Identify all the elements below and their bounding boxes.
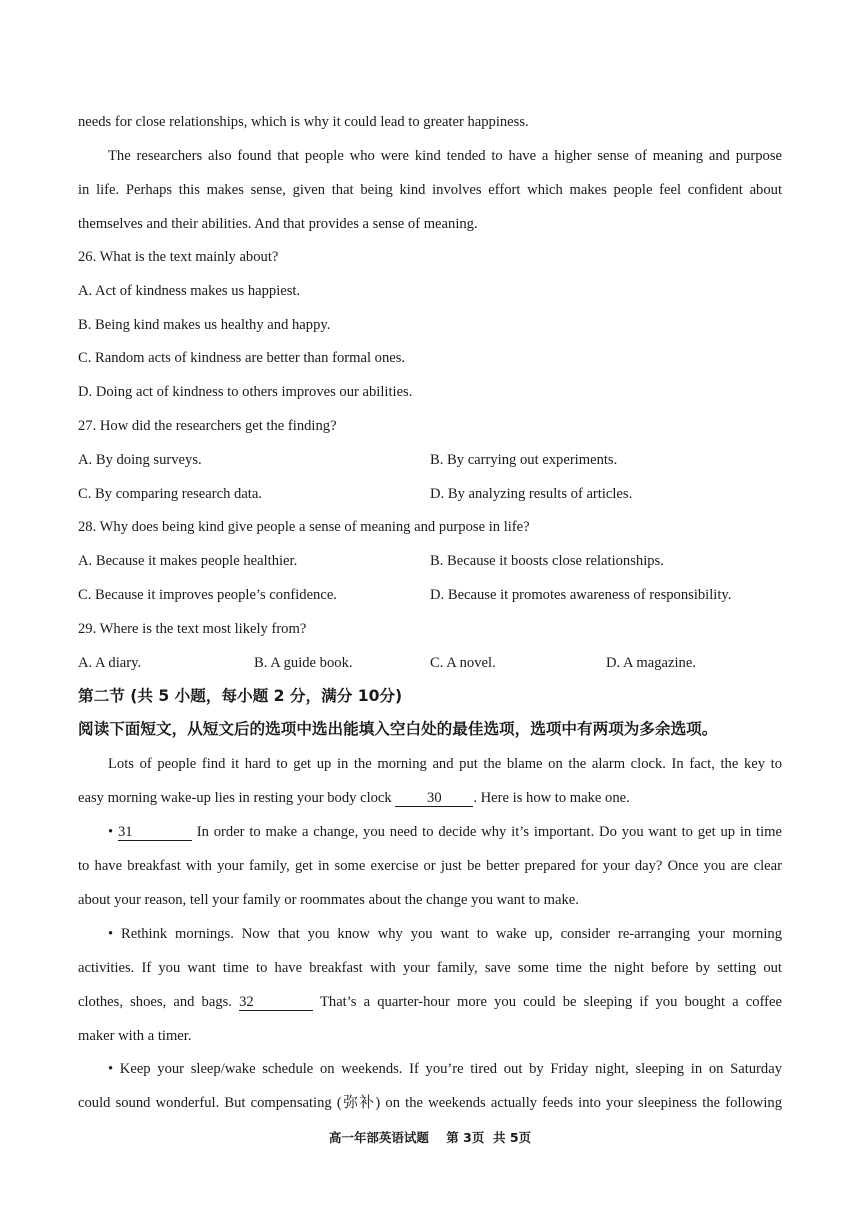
q29-option-a: A. A diary. — [78, 655, 142, 671]
q26-option-b: B. Being kind makes us healthy and happy. — [78, 317, 331, 333]
passage-line — [108, 1059, 782, 1079]
q29-option-c: C. A novel. — [430, 655, 496, 671]
passage-line: Lots of people find it hard to get up in the morning and put the blame on the alarm clock. In fact, the key to — [108, 756, 782, 772]
question-28-stem: 28. Why does being kind give people a sense of meaning and purpose in life? — [78, 519, 530, 535]
q28-option-b: B. Because it boosts close relationships. — [430, 553, 664, 569]
bullet: • — [108, 824, 114, 840]
q27-option-d: D. By analyzing results of articles. — [430, 486, 633, 502]
question-26-stem: 26. What is the text mainly about? — [78, 249, 279, 265]
passage-text: Rethink mornings. Now that you know why you want to wake up, consider re-arranging your morning — [120, 926, 782, 942]
q28-option-a: A. Because it makes people healthier. — [78, 553, 298, 569]
passage-line: about your reason, tell your family or roommates about the change you want to make. — [78, 892, 579, 908]
passage-line: activities. If you want time to have breakfast with your family, save some time the night before by setting out — [78, 960, 782, 976]
q26-option-d: D. Doing act of kindness to others improves our abilities. — [78, 384, 413, 400]
bullet: • — [108, 926, 114, 942]
passage-line — [78, 992, 782, 1012]
q28-option-c: C. Because it improves people’s confidence. — [78, 587, 337, 603]
passage-line: The researchers also found that people who were kind tended to have a higher sense of meaning and purpose — [108, 148, 782, 164]
passage-line: in life. Perhaps this makes sense, given that being kind involves effort which makes people feel confident about — [78, 182, 782, 198]
bullet: • — [108, 1061, 114, 1077]
section-instruction: 阅读下面短文，从短文后的选项中选出能填入空白处的最佳选项，选项中有两项为多余选项。 — [78, 720, 718, 738]
q29-option-b: B. A guide book. — [254, 655, 353, 671]
q27-option-a: A. By doing surveys. — [78, 452, 202, 468]
passage-line: themselves and their abilities. And that provides a sense of meaning. — [78, 216, 478, 232]
passage-text: Keep your sleep/wake schedule on weekends. If you’re tired out by Friday night, sleeping in on Saturday — [119, 1061, 782, 1077]
blank-30: 30 — [395, 790, 473, 807]
q27-option-b: B. By carrying out experiments. — [430, 452, 618, 468]
passage-line: maker with a timer. — [78, 1028, 192, 1044]
passage-text: clothes, shoes, and bags. — [78, 994, 240, 1010]
q28-option-d: D. Because it promotes awareness of responsibility. — [430, 587, 732, 603]
passage-line: to have breakfast with your family, get in some exercise or just be better prepared for your day? Once you are clear — [78, 858, 782, 874]
page-footer: 高一年部英语试题 第 3页 共 5页 — [328, 1130, 532, 1145]
blank-31: 31 — [118, 824, 192, 841]
q26-option-a: A. Act of kindness makes us happiest. — [78, 283, 301, 299]
passage-line: needs for close relationships, which is why it could lead to greater happiness. — [78, 114, 529, 130]
section-heading: 第二节 (共 5 小题，每小题 2 分，满分 10分) — [78, 687, 403, 705]
question-29-stem: 29. Where is the text most likely from? — [78, 621, 307, 637]
q29-option-d: D. A magazine. — [606, 655, 696, 671]
q26-option-c: C. Random acts of kindness are better than formal ones. — [78, 350, 406, 366]
passage-text: That’s a quarter-hour more you could be sleeping if you bought a coffee — [313, 994, 782, 1010]
passage-text: In order to make a change, you need to decide why it’s important. Do you want to get up in time — [191, 824, 782, 840]
q27-option-c: C. By comparing research data. — [78, 486, 262, 502]
passage-line — [108, 924, 782, 944]
passage-line: could sound wonderful. But compensating (弥补) on the weekends actually feeds into your sleepiness the following — [78, 1095, 782, 1111]
passage-line — [78, 788, 630, 808]
passage-text: . Here is how to make one. — [473, 790, 630, 806]
blank-32: 32 — [239, 994, 313, 1011]
passage-line — [108, 822, 782, 842]
question-27-stem: 27. How did the researchers get the finding? — [78, 418, 337, 434]
passage-text: easy morning wake-up lies in resting your body clock — [78, 790, 396, 806]
